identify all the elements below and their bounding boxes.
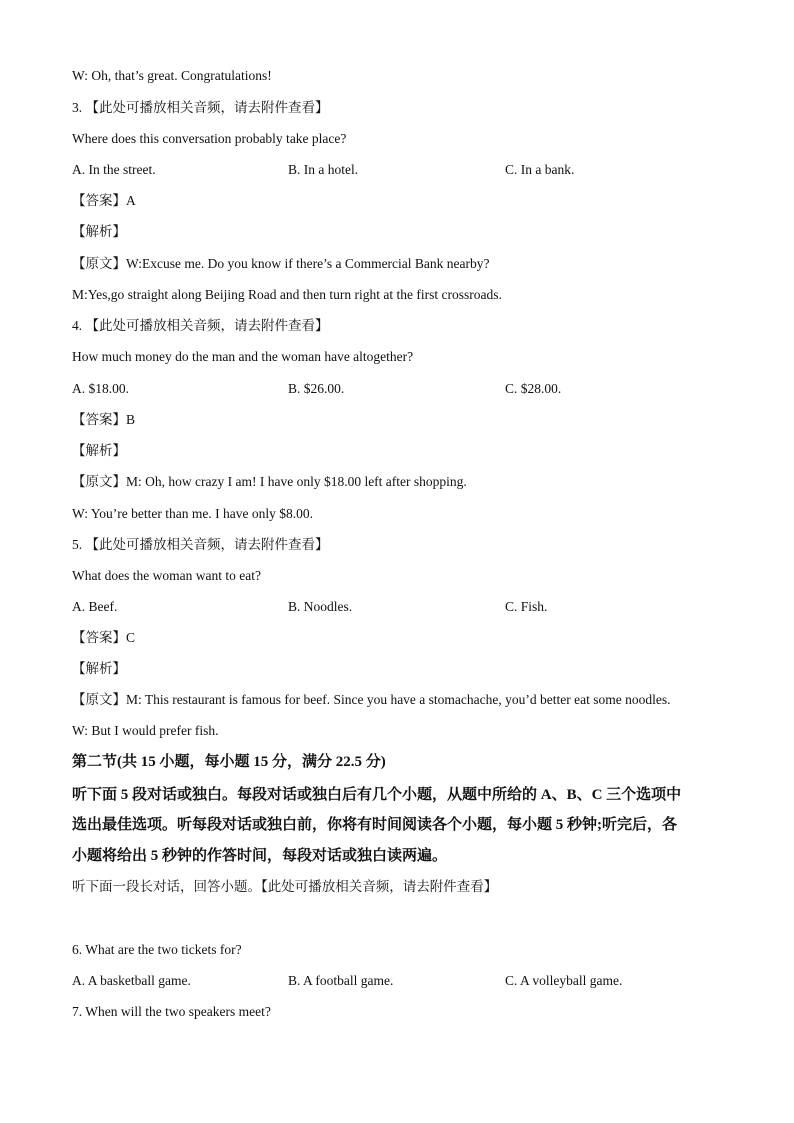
question-3-analysis: 【解析】 xyxy=(72,224,126,239)
section-2-title: 第二节(共 15 小题，每小题 15 分，满分 22.5 分) xyxy=(72,754,386,770)
long-dialog-instruction: 听下面一段长对话，回答小题。【此处可播放相关音频，请去附件查看】 xyxy=(72,879,498,894)
section-2-instruction-line: 选出最佳选项。听每段对话或独白前，你将有时间阅读各个小题，每小题 5 秒钟;听完后，各 xyxy=(72,817,677,833)
question-4-script-line: W: You’re better than me. I have only $8.00. xyxy=(72,506,313,521)
question-3-option-b: B. In a hotel. xyxy=(288,162,359,177)
question-6-text: 6. What are the two tickets for? xyxy=(72,942,242,957)
question-5-script-line: 【原文】M: This restaurant is famous for beef. Since you have a stomachache, you’d better eat some noodles. xyxy=(72,692,671,707)
question-6-option-b: B. A football game. xyxy=(288,973,394,988)
question-5-answer: 【答案】C xyxy=(72,630,136,645)
question-3-answer: 【答案】A xyxy=(72,193,136,208)
question-5-option-a: A. Beef. xyxy=(72,599,118,614)
question-5-option-c: C. Fish. xyxy=(505,599,548,614)
question-3-option-a: A. In the street. xyxy=(72,162,156,177)
question-5-text: What does the woman want to eat? xyxy=(72,568,261,583)
question-7-text: 7. When will the two speakers meet? xyxy=(72,1004,271,1019)
question-4-script-line: 【原文】M: Oh, how crazy I am! I have only $18.00 left after shopping. xyxy=(72,474,467,489)
question-6-option-c: C. A volleyball game. xyxy=(505,973,623,988)
question-6-option-a: A. A basketball game. xyxy=(72,973,191,988)
question-4-option-b: B. $26.00. xyxy=(288,381,345,396)
question-5-analysis: 【解析】 xyxy=(72,661,126,676)
question-4-option-c: C. $28.00. xyxy=(505,381,562,396)
question-3-header: 3. 【此处可播放相关音频，请去附件查看】 xyxy=(72,100,329,115)
question-3-script-line: 【原文】W:Excuse me. Do you know if there’s a Commercial Bank nearby? xyxy=(72,256,490,271)
question-4-option-a: A. $18.00. xyxy=(72,381,129,396)
question-4-analysis: 【解析】 xyxy=(72,443,126,458)
question-3-text: Where does this conversation probably take place? xyxy=(72,131,347,146)
section-2-instruction-line: 小题将给出 5 秒钟的作答时间，每段对话或独白读两遍。 xyxy=(72,848,448,864)
question-5-option-b: B. Noodles. xyxy=(288,599,353,614)
question-4-answer: 【答案】B xyxy=(72,412,136,427)
question-4-text: How much money do the man and the woman have altogether? xyxy=(72,349,414,364)
question-5-script-line: W: But I would prefer fish. xyxy=(72,723,219,738)
section-2-instruction-line: 听下面 5 段对话或独白。每段对话或独白后有几个小题，从题中所给的 A、B、C 三个选项中 xyxy=(72,787,682,803)
question-5-header: 5. 【此处可播放相关音频，请去附件查看】 xyxy=(72,537,329,552)
question-3-option-c: C. In a bank. xyxy=(505,162,575,177)
question-4-header: 4. 【此处可播放相关音频，请去附件查看】 xyxy=(72,318,329,333)
question-3-script-line: M:Yes,go straight along Beijing Road and then turn right at the first crossroads. xyxy=(72,287,502,302)
dialog-line: W: Oh, that’s great. Congratulations! xyxy=(72,68,272,83)
